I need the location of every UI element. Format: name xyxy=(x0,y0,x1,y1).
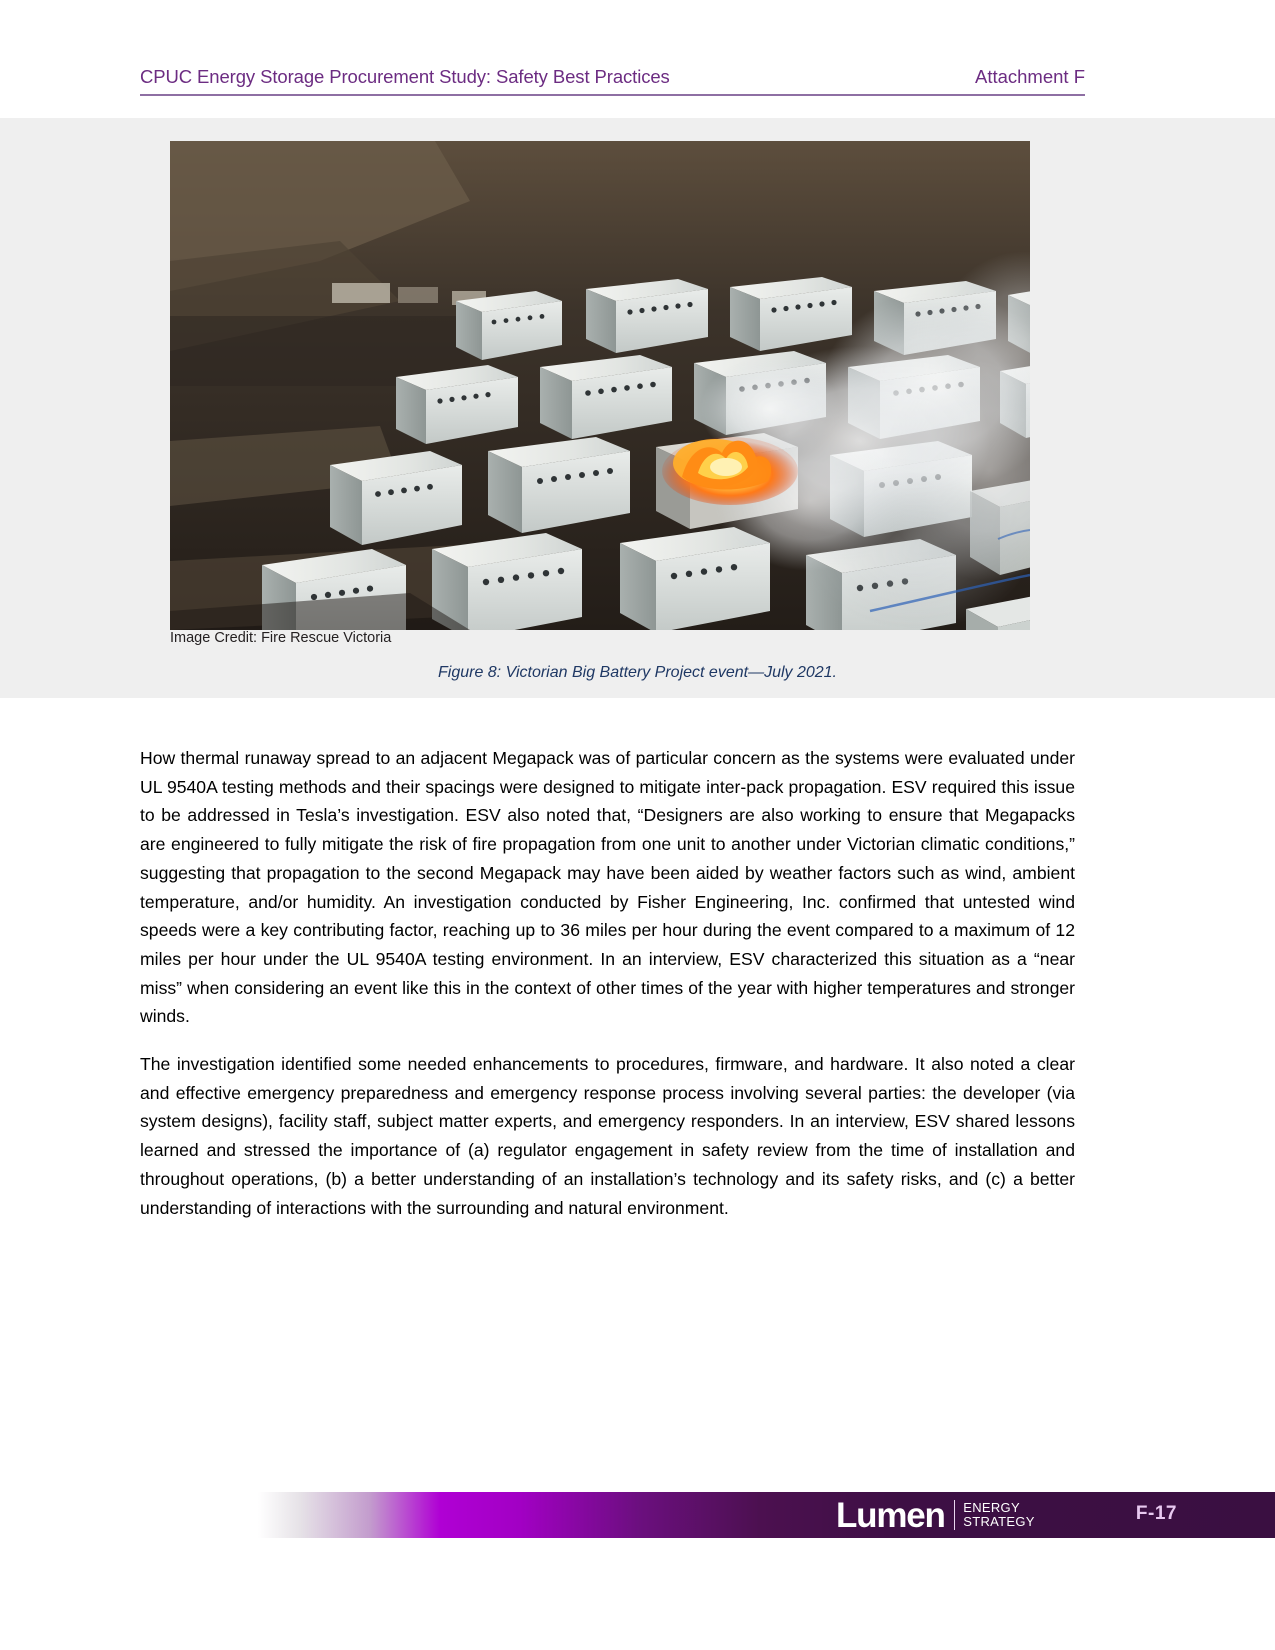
footer-inner xyxy=(0,1492,1275,1538)
lumen-wordmark: Lumen xyxy=(836,1495,945,1535)
logo-divider xyxy=(954,1500,956,1530)
lumen-tagline xyxy=(963,1501,1035,1529)
page-header xyxy=(140,66,1085,96)
paragraph-1: How thermal runaway spread to an adjacent Megapack was of particular concern as the systems were evaluated under UL 9540A testing methods and their spacings were designed to mitigate inter-pack propagation. ESV required this issue to be addressed in Tesla’s investigation. ESV also noted that, “Designers are also working to ensure that Megapacks are engineered to fully mitigate the risk of fire propagation from one unit to another under Victorian climatic conditions,” suggesting that propagation to the second Megapack may have been aided by weather factors such as wind, ambient temperature, and/or humidity. An investigation conducted by Fisher Engineering, Inc. confirmed that untested wind speeds were a key contributing factor, reaching up to 36 miles per hour during the event compared to a maximum of 12 miles per hour under the UL 9540A testing environment. In an interview, ESV characterized this situation as a “near miss” when considering an event like this in the context of other times of the year with higher temperatures and stronger winds. xyxy=(140,748,1075,1027)
header-attachment-label: Attachment F xyxy=(974,66,1085,87)
header-title: CPUC Energy Storage Procurement Study: Safety Best Practices xyxy=(140,66,670,87)
body-text xyxy=(140,744,1075,1222)
page-number: F-17 xyxy=(1135,1503,1177,1524)
lumen-tagline-line2: STRATEGY xyxy=(963,1514,1035,1529)
page-footer xyxy=(0,1492,1275,1538)
figure-caption: Figure 8: Victorian Big Battery Project event—July 2021. xyxy=(437,664,837,681)
lumen-logo xyxy=(836,1494,1035,1536)
image-credit: Image Credit: Fire Rescue Victoria xyxy=(170,630,392,646)
lumen-tagline-line1: ENERGY xyxy=(963,1500,1020,1515)
paragraph-2: The investigation identified some needed enhancements to procedures, firmware, and hardware. It also noted a clear and effective emergency preparedness and emergency response process involving several parties: the developer (via system designs), facility staff, subject matter experts, and emergency responders. In an interview, ESV shared lessons learned and stressed the importance of (a) regulator engagement in safety review from the time of installation and throughout operations, (b) a better understanding of an installation’s technology and its safety risks, and (c) a better understanding of interactions with the surrounding and natural environment. xyxy=(140,1054,1075,1218)
figure-image xyxy=(170,141,1030,630)
